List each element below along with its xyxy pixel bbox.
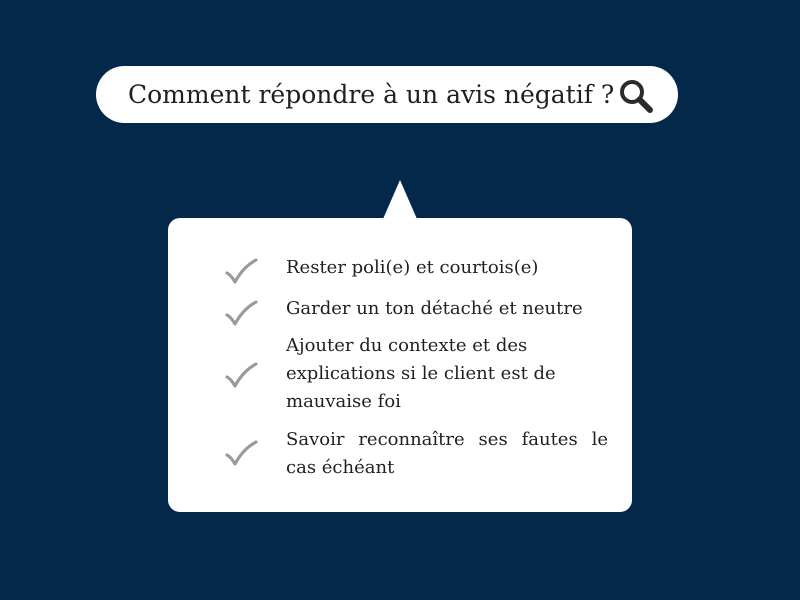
checkmark-icon <box>224 298 258 328</box>
tips-card <box>168 218 632 512</box>
checkmark-icon <box>224 360 258 390</box>
checkmark-icon <box>224 438 258 468</box>
search-icon[interactable] <box>618 78 654 114</box>
checkmark-icon <box>224 256 258 286</box>
tip-text: Savoir reconnaître ses fautes le cas échéant <box>286 429 608 478</box>
search-bar[interactable] <box>96 66 678 123</box>
tip-text: Garder un ton détaché et neutre <box>286 298 583 319</box>
speech-bubble-tail <box>383 180 417 219</box>
tip-text: Ajouter du contexte et des explications si le client est de mauvaise foi <box>286 335 556 412</box>
tip-text: Rester poli(e) et courtois(e) <box>286 257 539 278</box>
search-query: Comment répondre à un avis négatif ? <box>128 80 615 109</box>
